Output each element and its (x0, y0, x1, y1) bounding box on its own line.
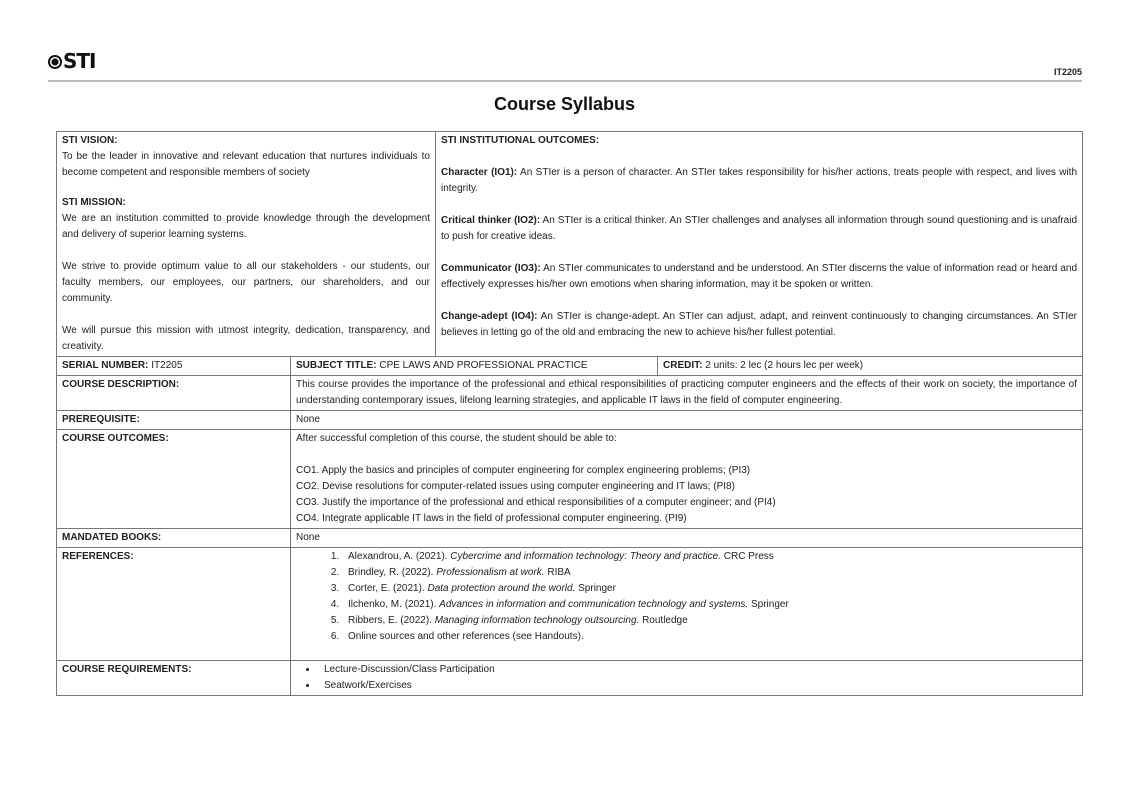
requirement-item: • Seatwork/Exercises (318, 678, 1077, 694)
header-divider (48, 80, 1082, 82)
outcome-io1-label: Character (IO1): (441, 167, 518, 178)
course-outcome-co1: CO1. Apply the basics and principles of computer engineering for complex engineering problems; (PI3) (296, 465, 751, 476)
institutional-outcomes-cell (436, 132, 1083, 357)
mission-heading: STI MISSION: (62, 197, 126, 208)
subject-title-cell (291, 357, 658, 376)
course-outcomes-row (57, 430, 1083, 529)
outcome-io3 (441, 261, 1077, 293)
vision-heading: STI VISION: (62, 135, 118, 146)
sti-logo-mark (48, 55, 62, 69)
subject-label: SUBJECT TITLE: (296, 360, 377, 371)
references-row (57, 548, 1083, 661)
mission-text-1: We are an institution committed to provide knowledge through the development and delivery of superior learning systems. (62, 213, 430, 240)
reference-item: 2. Brindley, R. (2022). Professionalism at work. RIBA (342, 565, 1077, 581)
outcome-io4 (441, 309, 1077, 341)
vision-text: To be the leader in innovative and relevant education that nurtures individuals to become competent and responsible members of society (62, 151, 430, 178)
course-outcome-co2: CO2. Devise resolutions for computer-related issues using computer engineering and IT laws; (PI8) (296, 481, 735, 492)
requirement-item: • Lecture-Discussion/Class Participation (318, 662, 1077, 678)
serial-value: IT2205 (148, 360, 183, 371)
requirements-list (296, 662, 1077, 694)
course-description-label: COURSE DESCRIPTION: (57, 376, 291, 411)
outcome-io2-label: Critical thinker (IO2): (441, 215, 541, 226)
mandated-books-value: None (291, 529, 1083, 548)
syllabus-table (56, 131, 1083, 696)
course-outcomes-value (291, 430, 1083, 529)
course-description-value: This course provides the importance of the professional and ethical responsibilities of practicing computer engineers and the effects of their work on society, the importance of understanding contemporary issues, lifelong learning strategies, and applicable IT laws in the field of computer engineering. (291, 376, 1083, 411)
serial-number-cell (57, 357, 291, 376)
references-value (291, 548, 1083, 661)
vision-mission-row (57, 132, 1083, 357)
subject-value: CPE LAWS AND PROFESSIONAL PRACTICE (376, 360, 588, 371)
course-outcome-co3: CO3. Justify the importance of the professional and ethical responsibilities of a computer engineer; and (PI4) (296, 497, 776, 508)
prerequisite-label: PREREQUISITE: (57, 411, 291, 430)
credit-value: 2 units: 2 lec (2 hours lec per week) (702, 360, 864, 371)
credit-label: CREDIT: (663, 360, 703, 371)
prerequisite-value: None (291, 411, 1083, 430)
serial-label: SERIAL NUMBER: (62, 360, 149, 371)
page-title: Course Syllabus (493, 94, 636, 114)
outcome-io1-text: An STIer is a person of character. An STIer takes responsibility for his/her actions, treats people with respect, and lives with integrity. (441, 167, 1078, 194)
course-info-row (57, 357, 1083, 376)
reference-item: 4. Ilchenko, M. (2021). Advances in information and communication technology and systems. Springer (342, 597, 1077, 613)
outcome-io1 (441, 165, 1077, 197)
reference-item: 5. Ribbers, E. (2022). Managing information technology outsourcing. Routledge (342, 613, 1077, 629)
references-list (296, 549, 1077, 645)
outcome-io2 (441, 213, 1077, 245)
mission-text-3: We will pursue this mission with utmost integrity, dedication, transparency, and creativity. (62, 325, 430, 352)
reference-item: 1. Alexandrou, A. (2021). Cybercrime and information technology: Theory and practice. CRC Press (342, 549, 1077, 565)
course-outcome-co4: CO4. Integrate applicable IT laws in the field of professional computer engineering. (PI9) (296, 513, 687, 524)
mission-text-2: We strive to provide optimum value to all our stakeholders - our students, our faculty members, our employees, our partners, our shareholders, and our community. (62, 261, 430, 304)
logo-text: STI (63, 49, 96, 73)
reference-item: 6. Online sources and other references (see Handouts). (342, 629, 1077, 645)
outcome-io3-label: Communicator (IO3): (441, 263, 541, 274)
course-requirements-row (57, 661, 1083, 696)
vision-mission-cell (57, 132, 436, 357)
outcome-io4-label: Change-adept (IO4): (441, 311, 538, 322)
credit-cell (658, 357, 1083, 376)
outcome-io4-text: An STIer is change-adept. An STIer can adjust, adapt, and reinvent continuously to changing circumstances. An STIer believes in letting go of the old and embracing the new to achieve his/her fullest potential. (441, 311, 1078, 338)
sti-logo (48, 47, 96, 76)
references-label: REFERENCES: (57, 548, 291, 661)
reference-item: 3. Corter, E. (2021). Data protection around the world. Springer (342, 581, 1077, 597)
mandated-books-label: MANDATED BOOKS: (57, 529, 291, 548)
course-requirements-value (291, 661, 1083, 696)
course-requirements-label: COURSE REQUIREMENTS: (57, 661, 291, 696)
course-outcomes-intro: After successful completion of this course, the student should be able to: (296, 433, 617, 444)
course-outcomes-label: COURSE OUTCOMES: (57, 430, 291, 529)
prerequisite-row (57, 411, 1083, 430)
course-description-row (57, 376, 1083, 411)
outcome-io3-text: An STIer communicates to understand and be understood. An STIer discerns the value of information read or heard and effectively expresses his/her own emotions when sharing information, may it be spoken or written. (441, 263, 1078, 290)
document-code: IT2205 (1053, 67, 1082, 77)
mandated-books-row (57, 529, 1083, 548)
outcome-io2-text: An STIer is a critical thinker. An STIer challenges and analyses all information through sound questioning and is unafraid to push for creative ideas. (441, 215, 1078, 242)
outcomes-heading: STI INSTITUTIONAL OUTCOMES: (441, 135, 600, 146)
